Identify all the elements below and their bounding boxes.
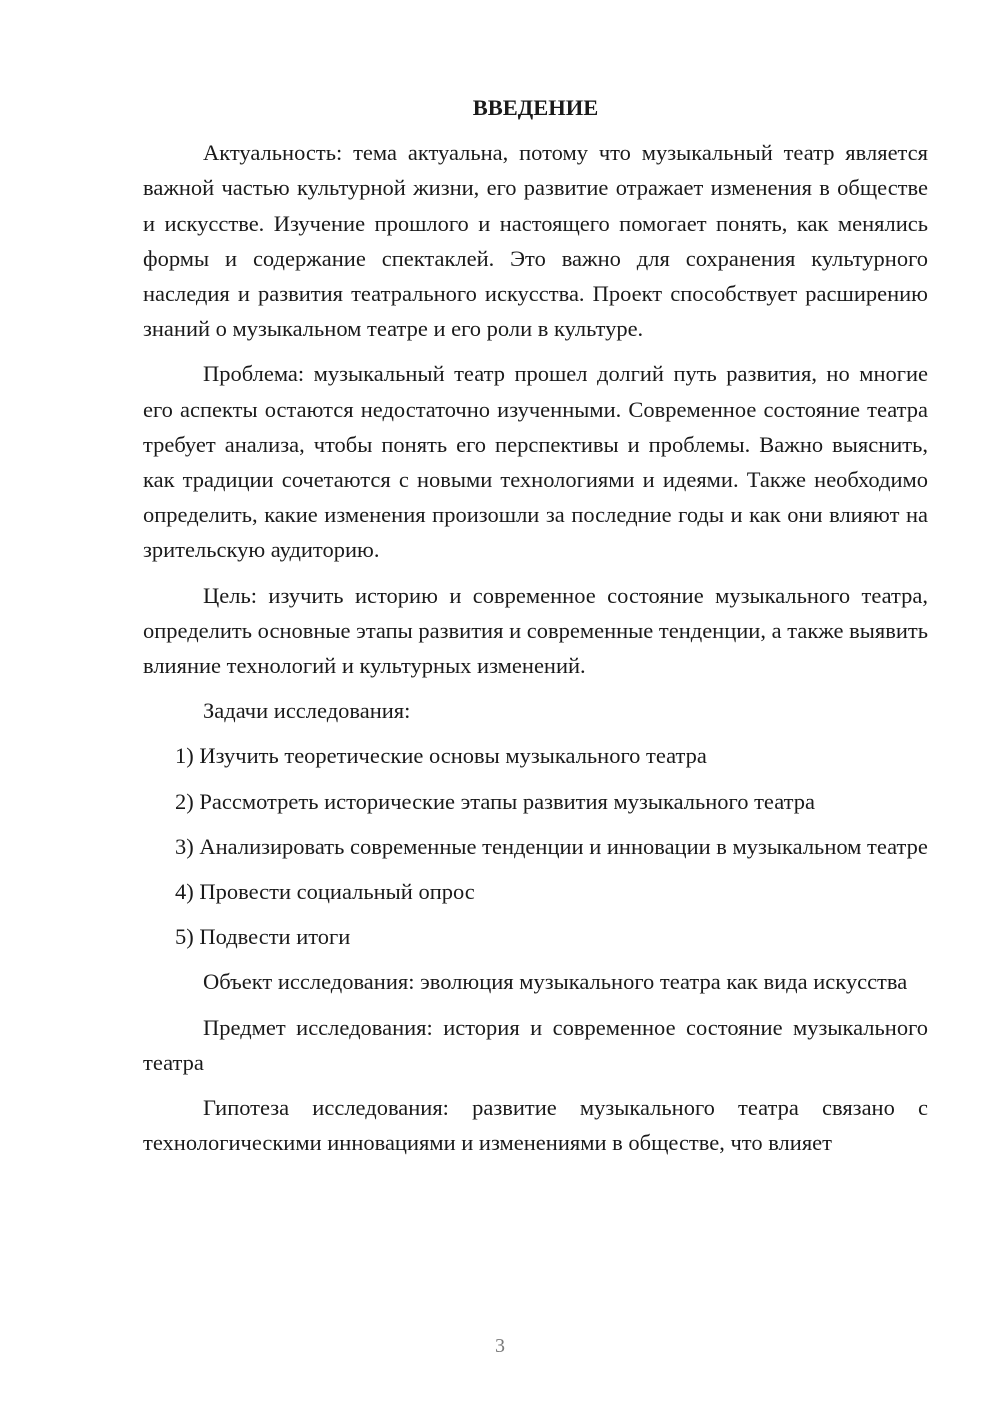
- section-heading: ВВЕДЕНИЕ: [472, 95, 599, 120]
- paragraph-goal: Цель: изучить историю и современное состояние музыкального театра, определить основные этапы развития и современные тенденции, а также выявить влияние технологий и культурных изменений.: [143, 582, 928, 679]
- task-item: 2) Рассмотреть исторические этапы развития музыкального театра: [175, 788, 815, 814]
- task-item: 4) Провести социальный опрос: [175, 879, 475, 905]
- page-number: 3: [495, 1335, 505, 1357]
- task-item: 1) Изучить теоретические основы музыкального театра: [175, 743, 707, 769]
- paragraph-problem: Проблема: музыкальный театр прошел долгий путь развития, но многие его аспекты остаются недостаточно изученными. Современное состояние театра требует анализа, чтобы понять его перспективы и проблемы. Важно выяснить, как традиции сочетаются с новыми технологиями и идеями. Также необходимо определить, какие изменения произошли за последние годы и как они влияют на зрительскую аудиторию.: [143, 361, 928, 563]
- task-item: 5) Подвести итоги: [175, 924, 351, 950]
- task-item: 3) Анализировать современные тенденции и инновации в музыкальном театре: [175, 833, 928, 859]
- paragraph-relevance: Актуальность: тема актуальна, потому что музыкальный театр является важной частью культурной жизни, его развитие отражает изменения в обществе и искусстве. Изучение прошлого и настоящего помогает понять, как менялись формы и содержание спектаклей. Это важно для сохранения культурного наследия и развития театрального искусства. Проект способствует расширению знаний о музыкальном театре и его роли в культуре.: [143, 140, 928, 342]
- paragraph-subject: Предмет исследования: история и современное состояние музыкального театра: [143, 1014, 928, 1075]
- paragraph-hypothesis: Гипотеза исследования: развитие музыкального театра связано с технологическими инновациями и изменениями в обществе, что влияет: [143, 1095, 928, 1156]
- tasks-title: Задачи исследования:: [203, 698, 411, 724]
- document-page: [143, 90, 928, 1170]
- paragraph-object: Объект исследования: эволюция музыкального театра как вида искусства: [203, 969, 908, 995]
